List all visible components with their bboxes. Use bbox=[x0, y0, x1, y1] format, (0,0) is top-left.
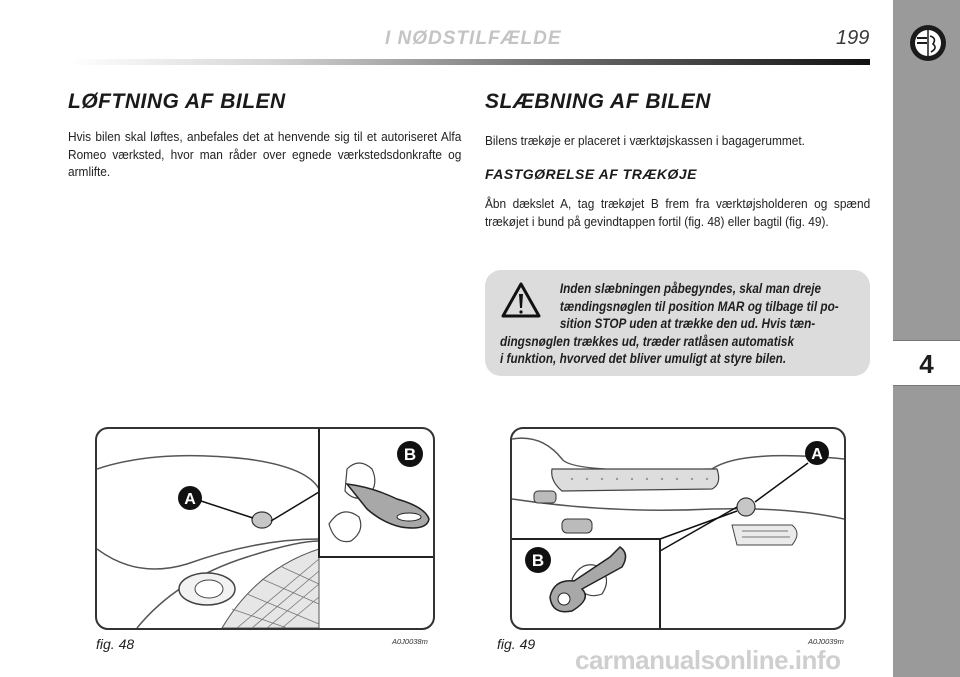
figure-48-caption: fig. 48 bbox=[96, 636, 135, 652]
warning-line-1: Inden slæbningen påbegyndes, skal man dreje bbox=[559, 281, 822, 296]
section-title: I NØDSTILFÆLDE bbox=[385, 28, 562, 49]
chapter-number: 4 bbox=[919, 349, 934, 379]
right-paragraph: Åbn dækslet A, tag trækøjet B frem fra værktøjsholderen og spænd trækøjet i bund på gevindtappen fortil (fig. 48) eller bagtil (fig. 49). bbox=[485, 196, 871, 229]
label-b: B bbox=[403, 445, 417, 464]
label-b: B bbox=[531, 551, 545, 570]
right-heading: SLÆBNING AF BILEN bbox=[485, 90, 711, 113]
chapter-tab-box[interactable] bbox=[893, 340, 960, 386]
warning-text bbox=[500, 280, 856, 368]
label-a: A bbox=[811, 446, 823, 463]
warning-line-5: i funktion, hvorved det bliver umuligt at styre bilen. bbox=[500, 351, 787, 366]
right-intro: Bilens trækøje er placeret i værktøjskassen i bagagerummet. bbox=[485, 133, 805, 148]
right-subheading: FASTGØRELSE AF TRÆKØJE bbox=[485, 166, 697, 182]
page-number: 199 bbox=[836, 27, 870, 49]
warning-box bbox=[485, 270, 870, 376]
figure-48 bbox=[95, 427, 435, 630]
figure-49 bbox=[510, 427, 846, 630]
warning-line-4: dingsnøglen trækkes ud, træder ratlåsen automatisk bbox=[500, 333, 795, 349]
figure-48-code: A0J0038m bbox=[392, 637, 428, 646]
figure-49-caption: fig. 49 bbox=[497, 636, 536, 652]
front-bumper-illustration bbox=[97, 429, 433, 628]
left-heading: LØFTNING AF BILEN bbox=[68, 90, 286, 113]
chapter-side-tab bbox=[893, 0, 960, 677]
left-paragraph: Hvis bilen skal løftes, anbefales det at henvende sig til et autoriseret Alfa Romeo værksted, hvor man råder over egnede værkstedsdonkrafte og armlifte. bbox=[68, 129, 462, 179]
warning-line-2: tændingsnøglen til position MAR og tilbage til po- bbox=[559, 298, 839, 314]
label-a: A bbox=[184, 491, 196, 508]
watermark: carmanualsonline.info bbox=[575, 645, 841, 675]
rear-bumper-illustration bbox=[512, 429, 844, 628]
figure-49-code: A0J0039m bbox=[808, 637, 844, 646]
warning-line-3: sition STOP uden at trække den ud. Hvis tæn- bbox=[559, 316, 816, 331]
alfa-romeo-badge-icon bbox=[909, 24, 947, 62]
header-rule bbox=[68, 59, 870, 65]
